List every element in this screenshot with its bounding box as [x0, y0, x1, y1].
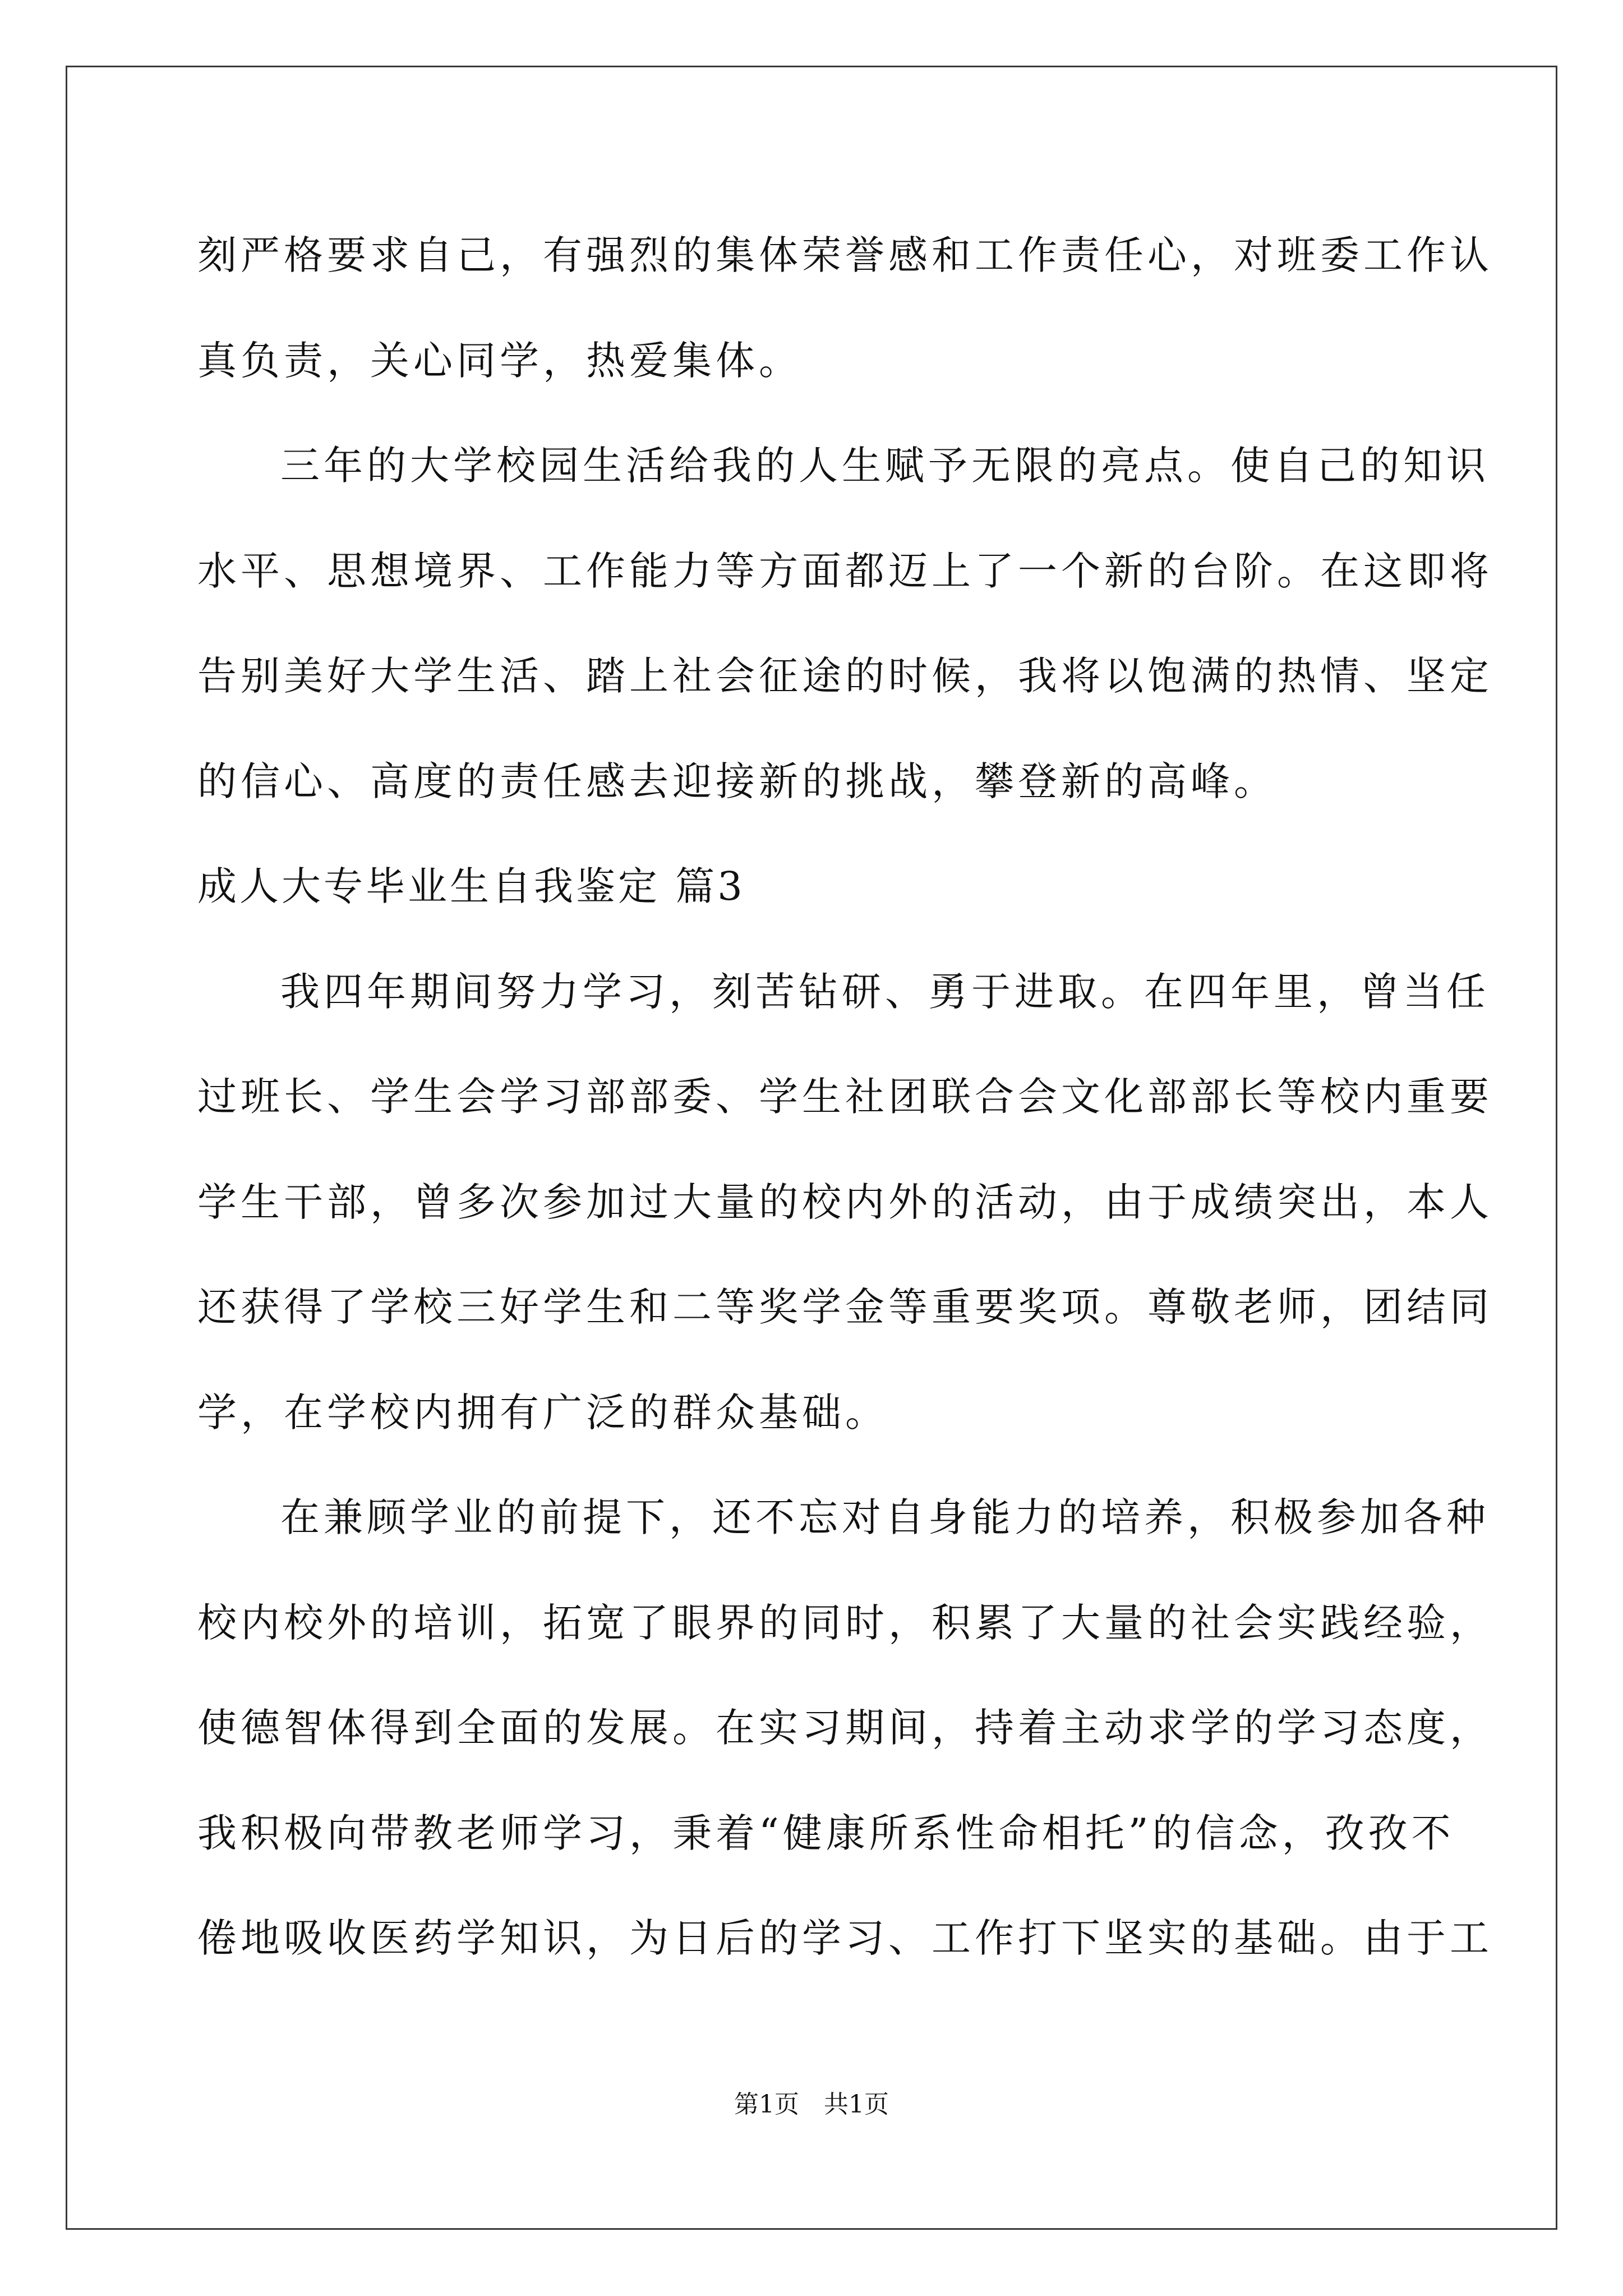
- text-line: 水平、思想境界、工作能力等方面都迈上了一个新的台阶。在这即将: [197, 547, 1493, 594]
- page-number: 第1页: [734, 2090, 799, 2119]
- paragraph-start-line: 在兼顾学业的前提下，还不忘对自身能力的培养，积极参加各种: [280, 1494, 1490, 1540]
- text-line: 过班长、学生会学习部部委、学生社团联合会文化部部长等校内重要: [197, 1074, 1493, 1120]
- text-line: 倦地吸收医药学知识，为日后的学习、工作打下坚实的基础。由于工: [197, 1915, 1493, 1961]
- page-total: 共1页: [824, 2090, 889, 2119]
- text-line: 真负责，关心同学，热爱集体。: [197, 337, 802, 384]
- paragraph-start-line: 我四年期间努力学习，刻苦钻研、勇于进取。在四年里，曾当任: [280, 968, 1490, 1015]
- text-line: 刻严格要求自己，有强烈的集体荣誉感和工作责任心，对班委工作认: [197, 232, 1493, 278]
- page-footer: [0, 2088, 1623, 2122]
- section-heading: 成人大专毕业生自我鉴定 篇3: [197, 863, 745, 909]
- text-line: 还获得了学校三好学生和二等奖学金等重要奖项。尊敬老师，团结同: [197, 1284, 1493, 1330]
- text-line: 学，在学校内拥有广泛的群众基础。: [197, 1389, 888, 1435]
- text-line: 学生干部，曾多次参加过大量的校内外的活动，由于成绩突出，本人: [197, 1179, 1493, 1225]
- paragraph-start-line: 三年的大学校园生活给我的人生赋予无限的亮点。使自己的知识: [280, 443, 1490, 489]
- text-line: 的信心、高度的责任感去迎接新的挑战，攀登新的高峰。: [197, 758, 1277, 804]
- text-line: 校内校外的培训，拓宽了眼界的同时，积累了大量的社会实践经验，: [197, 1599, 1493, 1646]
- text-line: 告别美好大学生活、踏上社会征途的时候，我将以饱满的热情、坚定: [197, 653, 1493, 699]
- text-line: 使德智体得到全面的发展。在实习期间，持着主动求学的学习态度，: [197, 1705, 1493, 1751]
- text-line: 我积极向带教老师学习，秉着“健康所系性命相托”的信念，孜孜不: [197, 1810, 1455, 1856]
- document-body: [197, 203, 1493, 1991]
